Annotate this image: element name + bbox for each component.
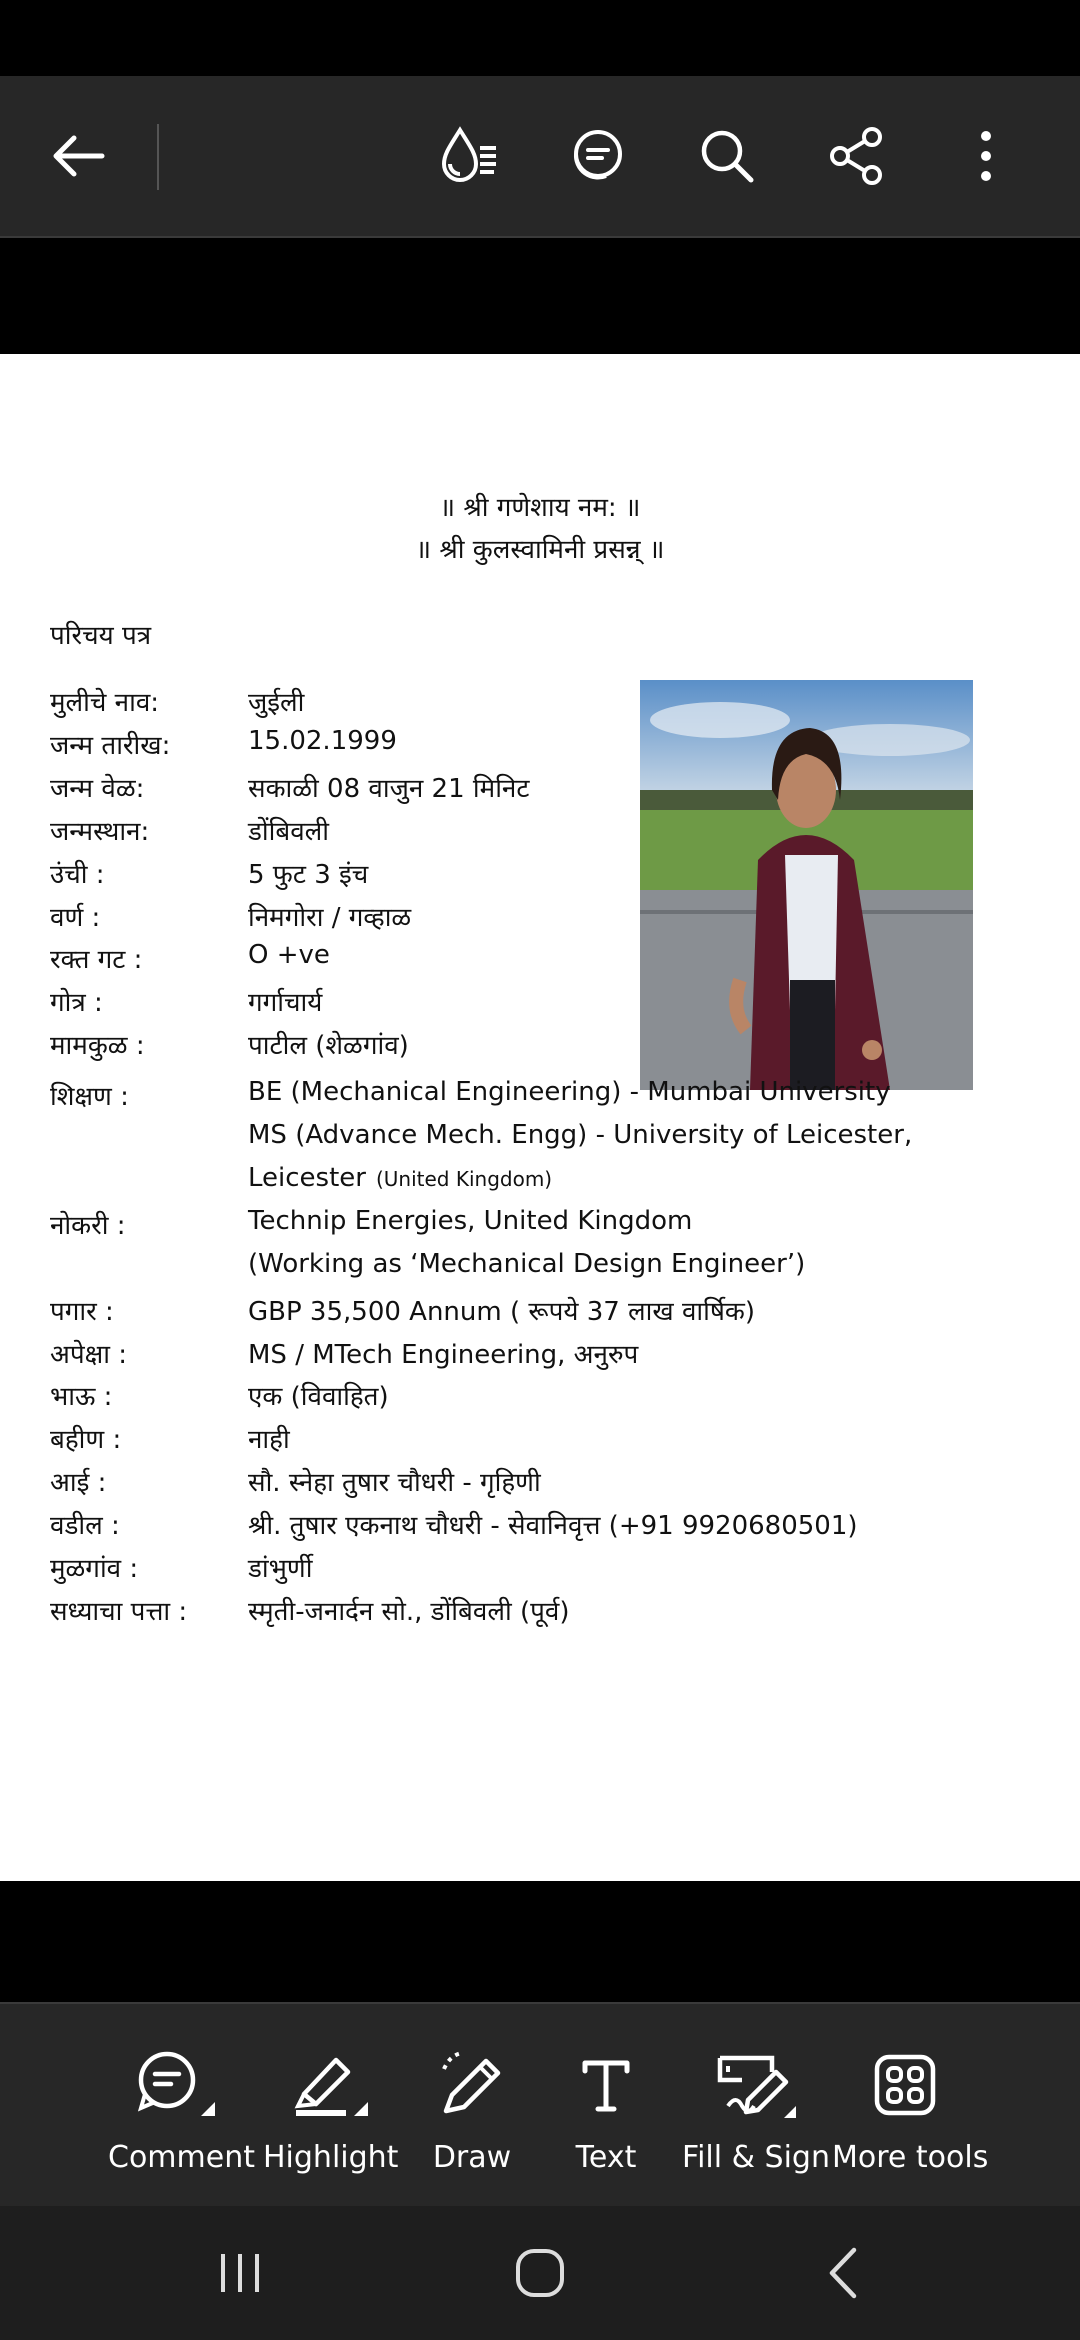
detail-value: [248, 1335, 638, 1371]
document-title: परिचय पत्र: [50, 621, 152, 651]
search-icon[interactable]: [687, 116, 767, 196]
detail-value-text: 15.02.1999: [248, 725, 397, 756]
detail-value-text: GBP 35,500 Annum ( रूपये 37 लाख वार्षिक): [248, 1296, 756, 1327]
detail-value-text: जुईली: [248, 688, 305, 718]
bottom-toolbar: [0, 2002, 1080, 2206]
fill-sign-icon: [680, 2044, 832, 2126]
detail-value-text: स्मृती-जनार्दन सो., डोंबिवली (पूर्व): [248, 1596, 570, 1627]
detail-value-text: सकाळी 08 वाजुन 21 मिनिट: [248, 773, 530, 804]
system-nav-bar: [0, 2206, 1080, 2340]
detail-value-text: MS (Advance Mech. Engg) - University of Leicester,: [248, 1120, 913, 1150]
detail-label: मुळगांव :: [50, 1554, 139, 1584]
detail-label: शिक्षण :: [50, 1082, 129, 1113]
more-vert-icon[interactable]: [946, 116, 1026, 196]
detail-label: भाऊ :: [50, 1382, 113, 1413]
detail-value: [248, 1549, 312, 1585]
highlight-tool[interactable]: [263, 2044, 398, 2175]
detail-value-text: (Working as ‘Mechanical Design Engineer’): [248, 1248, 806, 1279]
comment-tool[interactable]: [108, 2044, 255, 2175]
detail-value-text: Technip Energies, United Kingdom: [248, 1205, 693, 1236]
detail-value: [248, 1120, 912, 1150]
detail-label: जन्मस्थान:: [50, 816, 150, 847]
detail-value-text: श्री. तुषार एकनाथ चौधरी - सेवानिवृत्त (+91 9920680501): [248, 1511, 858, 1542]
detail-label: आई :: [50, 1468, 107, 1499]
detail-value: [248, 1292, 755, 1328]
detail-value: [248, 1077, 891, 1107]
detail-label: नोकरी :: [50, 1210, 126, 1241]
detail-value: [248, 683, 304, 719]
detail-value: [248, 1420, 290, 1456]
detail-value: [248, 812, 329, 848]
detail-label: पगार :: [50, 1296, 114, 1327]
detail-label: मामकुळ :: [50, 1031, 145, 1062]
draw-tool[interactable]: [420, 2044, 524, 2175]
more-tools-icon: [832, 2044, 978, 2126]
pdf-page[interactable]: [0, 354, 1080, 1881]
detail-value-text: O +ve: [248, 940, 330, 971]
detail-value-text: सौ. स्नेहा तुषार चौधरी - गृहिणी: [248, 1468, 541, 1499]
recents-icon[interactable]: [200, 2238, 280, 2308]
highlight-label: Highlight: [263, 2140, 399, 2175]
detail-label: मुलीचे नाव:: [50, 688, 160, 718]
detail-value: [248, 1463, 541, 1499]
back-icon[interactable]: [804, 2238, 884, 2308]
comment-label: Comment: [108, 2140, 255, 2175]
detail-value-text: BE (Mechanical Engineering) - Mumbai University: [248, 1077, 891, 1108]
fill-sign-tool[interactable]: [680, 2044, 832, 2175]
profile-photo: [640, 680, 973, 1090]
detail-value: [248, 1249, 805, 1279]
detail-label: वर्ण :: [50, 902, 101, 933]
detail-value-suffix: (United Kingdom): [375, 1166, 553, 1191]
detail-label: अपेक्षा :: [50, 1339, 128, 1370]
detail-value-text: गर्गाचार्य: [248, 988, 323, 1019]
detail-label: रक्त गट :: [50, 945, 143, 976]
toolbar-divider: [157, 124, 159, 190]
detail-value: [248, 898, 411, 934]
detail-label: बहीण :: [50, 1425, 122, 1456]
invocation-heading-1: ॥ श्री गणेशाय नम: ॥: [439, 493, 641, 523]
back-arrow-icon[interactable]: [38, 116, 118, 196]
comment-icon: [108, 2044, 248, 2126]
detail-value-text: डोंबिवली: [248, 816, 330, 847]
share-icon[interactable]: [817, 116, 897, 196]
text-tool[interactable]: [566, 2044, 646, 2175]
detail-label: वडील :: [50, 1511, 120, 1542]
detail-value: [248, 726, 397, 756]
detail-value: [248, 983, 322, 1019]
detail-value: [248, 940, 330, 970]
text-label: Text: [575, 2140, 637, 2175]
draw-icon: [420, 2044, 524, 2126]
more-tools-label: More tools: [832, 2140, 989, 2175]
detail-value: [248, 769, 529, 805]
home-icon[interactable]: [500, 2238, 580, 2308]
comment-list-icon[interactable]: [556, 116, 636, 196]
text-icon: [566, 2044, 646, 2126]
detail-value-text: नाही: [248, 1425, 290, 1456]
fill-sign-label: Fill & Sign: [682, 2140, 830, 2175]
detail-label: जन्म वेळ:: [50, 773, 145, 804]
detail-label: जन्म तारीख:: [50, 730, 171, 761]
detail-label: उंची :: [50, 859, 105, 890]
detail-value: [248, 1377, 389, 1413]
highlight-icon: [263, 2044, 398, 2126]
invocation-heading-2: ॥ श्री कुलस्वामिनी प्रसन्न् ॥: [415, 535, 665, 565]
detail-value-text: 5 फुट 3 इंच: [248, 859, 369, 890]
detail-value-text: निमगोरा / गव्हाळ: [248, 902, 412, 933]
detail-value: [248, 1206, 692, 1236]
detail-value-text: MS / MTech Engineering, अनुरुप: [248, 1339, 639, 1370]
detail-value-text: डांभुर्णी: [248, 1554, 313, 1584]
detail-value: [248, 855, 368, 891]
more-tools-tool[interactable]: [832, 2044, 989, 2175]
draw-label: Draw: [432, 2140, 512, 2175]
liquid-mode-icon[interactable]: [428, 116, 508, 196]
detail-value: [248, 1026, 409, 1062]
detail-value-text: पाटील (शेळगांव): [248, 1031, 409, 1062]
detail-value-text: Leicester: [248, 1162, 366, 1193]
detail-value-text: एक (विवाहित): [248, 1382, 389, 1413]
top-toolbar: [0, 76, 1080, 238]
detail-value: [248, 1506, 858, 1542]
detail-value: [248, 1163, 552, 1193]
detail-value: [248, 1592, 569, 1628]
detail-label: गोत्र :: [50, 988, 103, 1019]
detail-label: सध्याचा पत्ता :: [50, 1596, 188, 1627]
